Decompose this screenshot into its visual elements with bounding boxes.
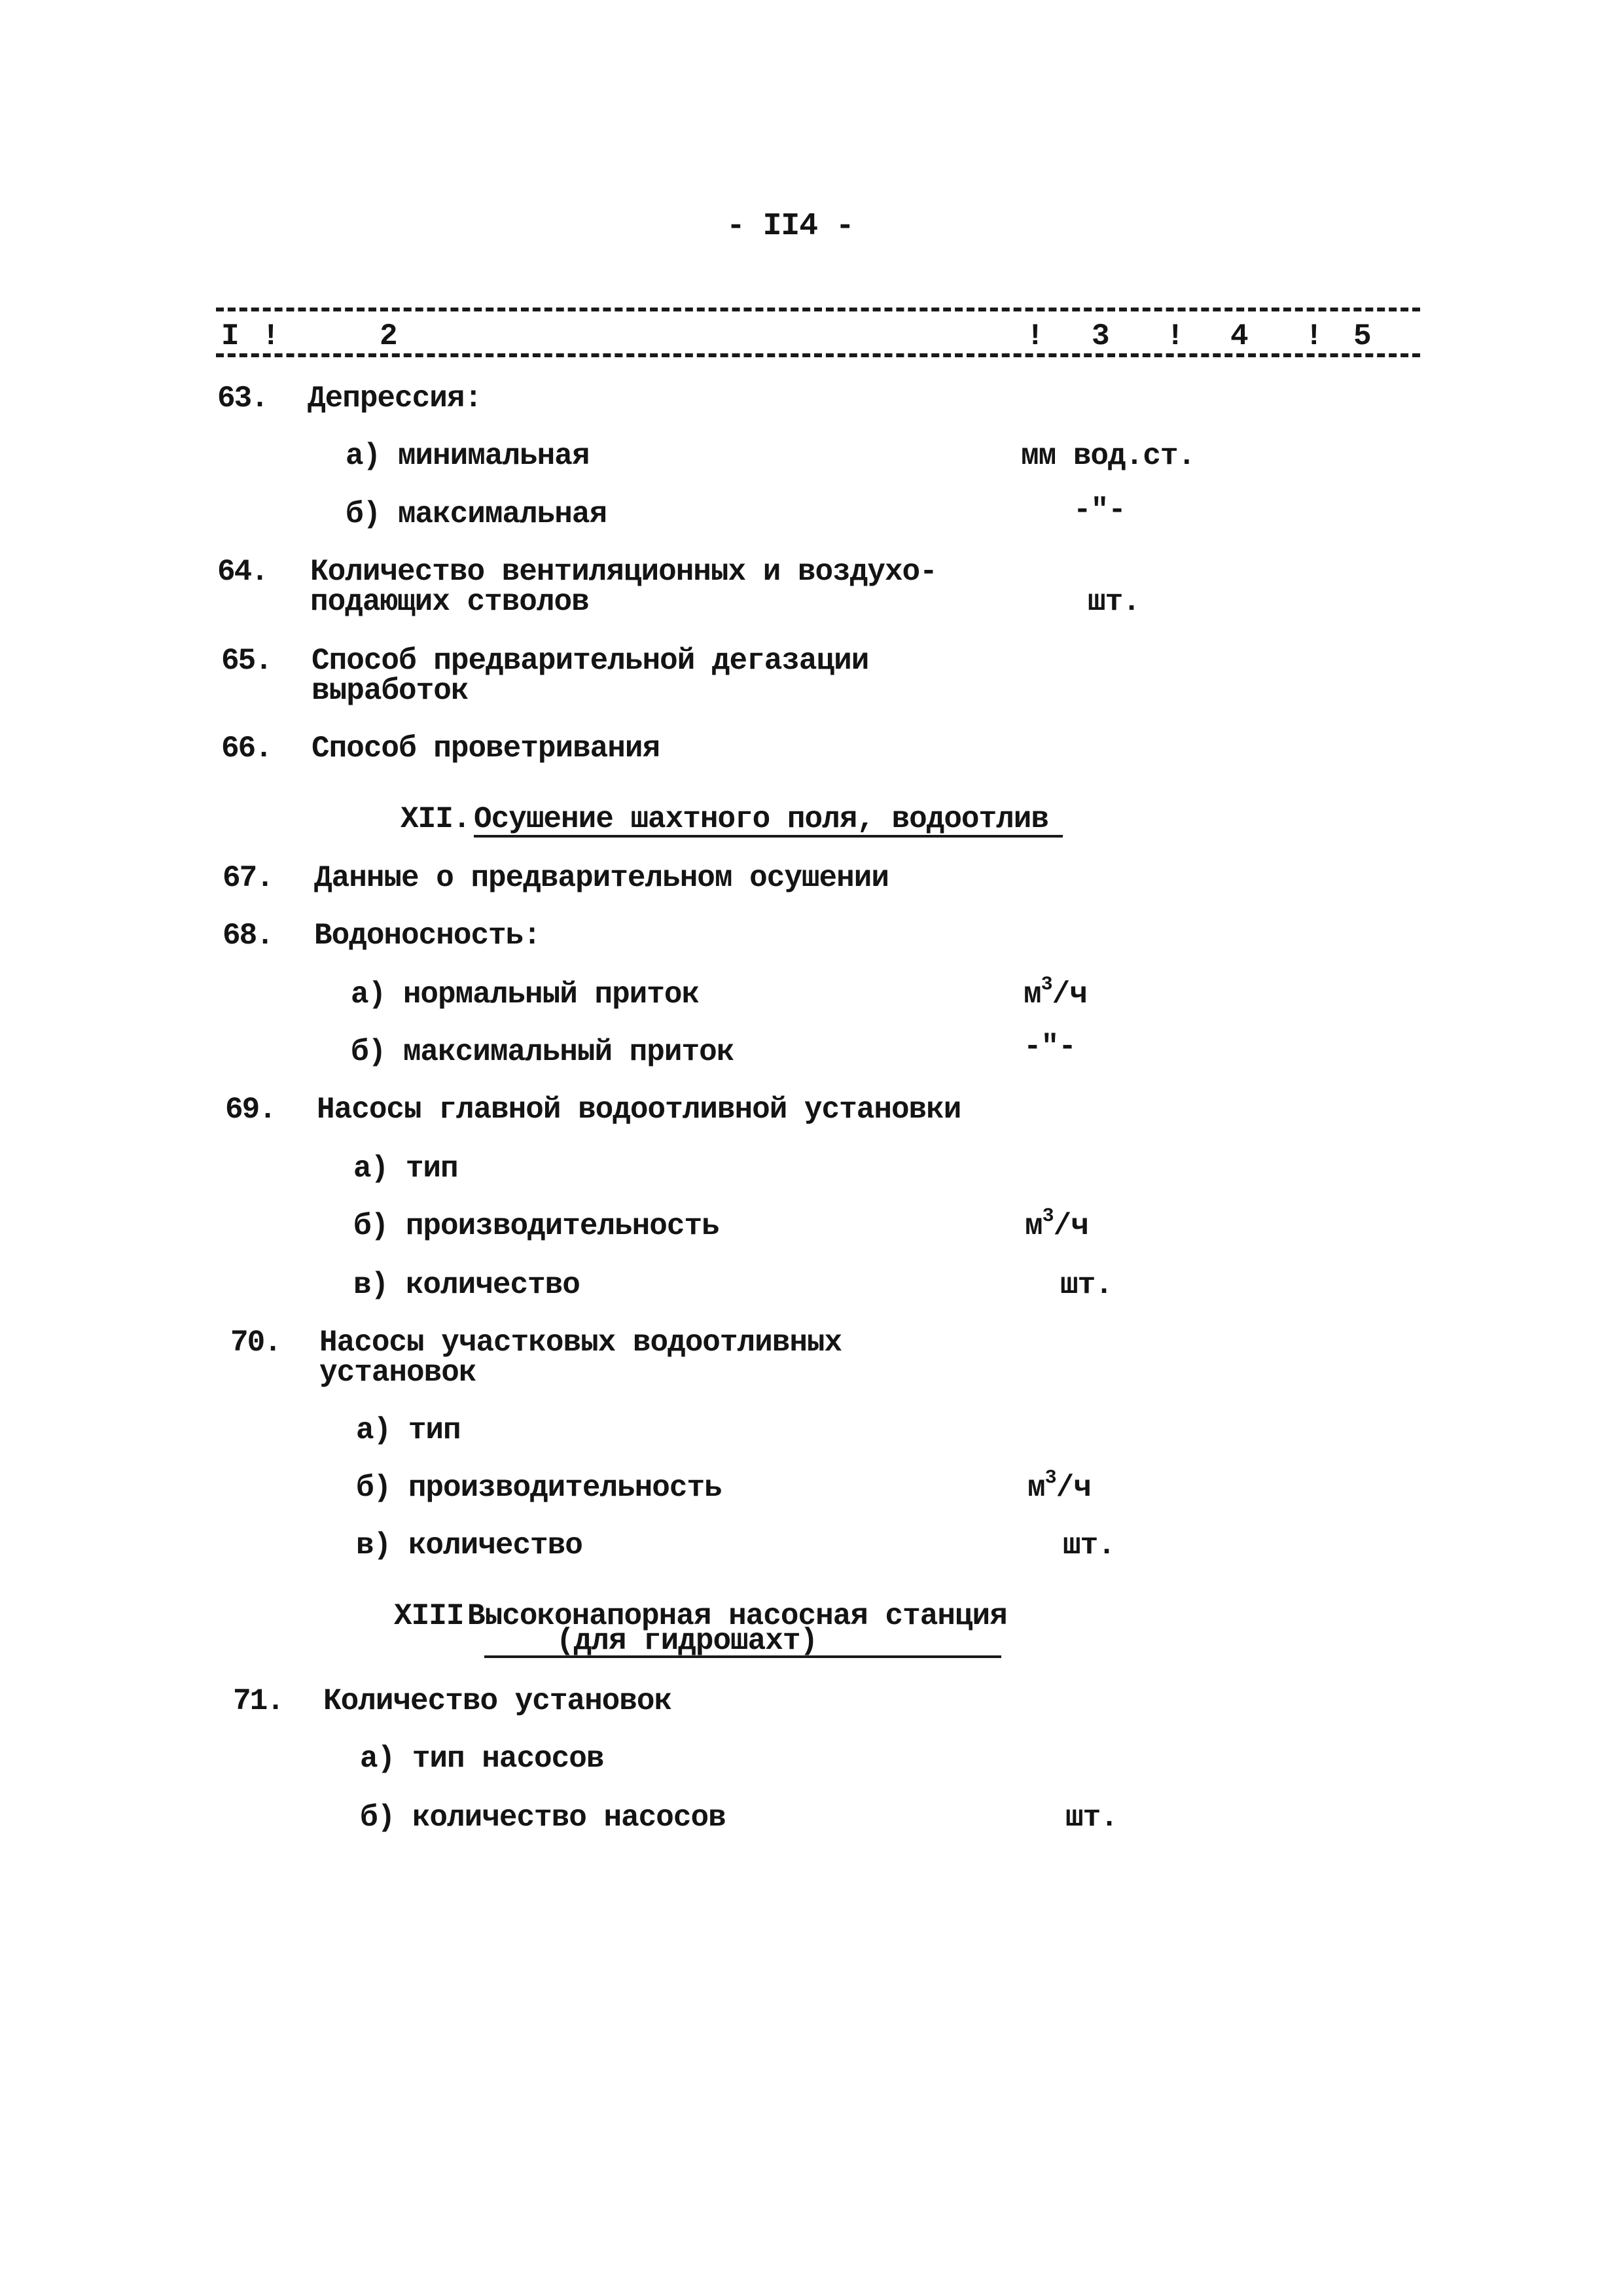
- column-header-1: I: [221, 319, 239, 353]
- item-text: Способ предварительной дегазации: [312, 644, 869, 678]
- page-number: - II4 -: [726, 209, 854, 244]
- subitem-text: а) минимальная: [346, 439, 590, 473]
- section-number: XII.: [401, 802, 471, 836]
- subitem-text: в) количество: [353, 1268, 580, 1302]
- subitem-text: а) тип насосов: [360, 1742, 604, 1776]
- unit-text: $м^3/ч$: [1024, 974, 1087, 1012]
- item-text-continuation: подающих стволов: [310, 585, 589, 619]
- item-text: Водоносность:: [314, 919, 541, 953]
- table-header-top-rule: [216, 308, 1420, 311]
- item-text: Насосы участковых водоотливных: [319, 1326, 842, 1360]
- column-header-4: 4: [1230, 319, 1248, 353]
- unit-text: -"-: [1024, 1030, 1076, 1064]
- subitem-text: а) тип: [356, 1413, 461, 1447]
- item-number: 68.: [223, 919, 273, 953]
- item-number: 67.: [223, 861, 273, 895]
- column-separator: !: [262, 319, 279, 353]
- item-number: 69.: [225, 1093, 276, 1127]
- item-text: Количество вентиляционных и воздухо-: [310, 555, 937, 589]
- subitem-text: б) производительность: [356, 1471, 722, 1505]
- table-header-bottom-rule: [216, 353, 1420, 357]
- unit-text: $м^3/ч$: [1025, 1205, 1088, 1243]
- item-number: 66.: [221, 732, 272, 766]
- subitem-text: б) максимальная: [346, 497, 607, 531]
- subitem-text: а) тип: [353, 1152, 458, 1186]
- item-number: 65.: [221, 644, 272, 678]
- item-number: 71.: [233, 1684, 283, 1718]
- subitem-text: б) максимальный приток: [351, 1035, 734, 1069]
- item-text: Насосы главной водоотливной установки: [317, 1093, 961, 1127]
- subitem-text: б) количество насосов: [360, 1801, 726, 1835]
- column-header-5: 5: [1353, 319, 1371, 353]
- section-number: XIII.: [394, 1599, 482, 1633]
- item-text: Данные о предварительном осушении: [314, 861, 889, 895]
- unit-text: шт.: [1060, 1268, 1113, 1302]
- item-text: Количество установок: [323, 1684, 672, 1718]
- column-separator: !: [1026, 319, 1044, 353]
- unit-text: -"-: [1073, 493, 1126, 527]
- unit-text: шт.: [1065, 1801, 1118, 1835]
- subitem-text: в) количество: [356, 1528, 582, 1563]
- item-text-continuation: установок: [319, 1356, 476, 1390]
- section-title-underline: [474, 835, 1063, 838]
- item-number: 63.: [217, 381, 268, 415]
- column-header-2: 2: [380, 319, 397, 353]
- item-text: Депрессия:: [308, 381, 482, 415]
- unit-text: шт.: [1088, 585, 1140, 619]
- column-header-3: 3: [1092, 319, 1109, 353]
- unit-text: шт.: [1063, 1528, 1115, 1563]
- subitem-text: а) нормальный приток: [351, 978, 700, 1012]
- section-subtitle: (для гидрошахт): [556, 1624, 818, 1658]
- column-separator: !: [1305, 319, 1323, 353]
- section-title: Высоконапорная насосная станция: [467, 1599, 1007, 1633]
- unit-text: мм вод.ст.: [1021, 439, 1196, 473]
- subitem-text: б) производительность: [353, 1209, 719, 1243]
- item-text: Способ проветривания: [312, 732, 660, 766]
- unit-text: $м^3/ч$: [1027, 1467, 1091, 1505]
- item-text-continuation: выработок: [312, 674, 469, 708]
- item-number: 64.: [217, 555, 268, 589]
- section-title: Осушение шахтного поля, водоотлив: [474, 802, 1048, 836]
- item-number: 70.: [230, 1326, 281, 1360]
- column-separator: !: [1166, 319, 1184, 353]
- section-subtitle-underline: [484, 1655, 1001, 1658]
